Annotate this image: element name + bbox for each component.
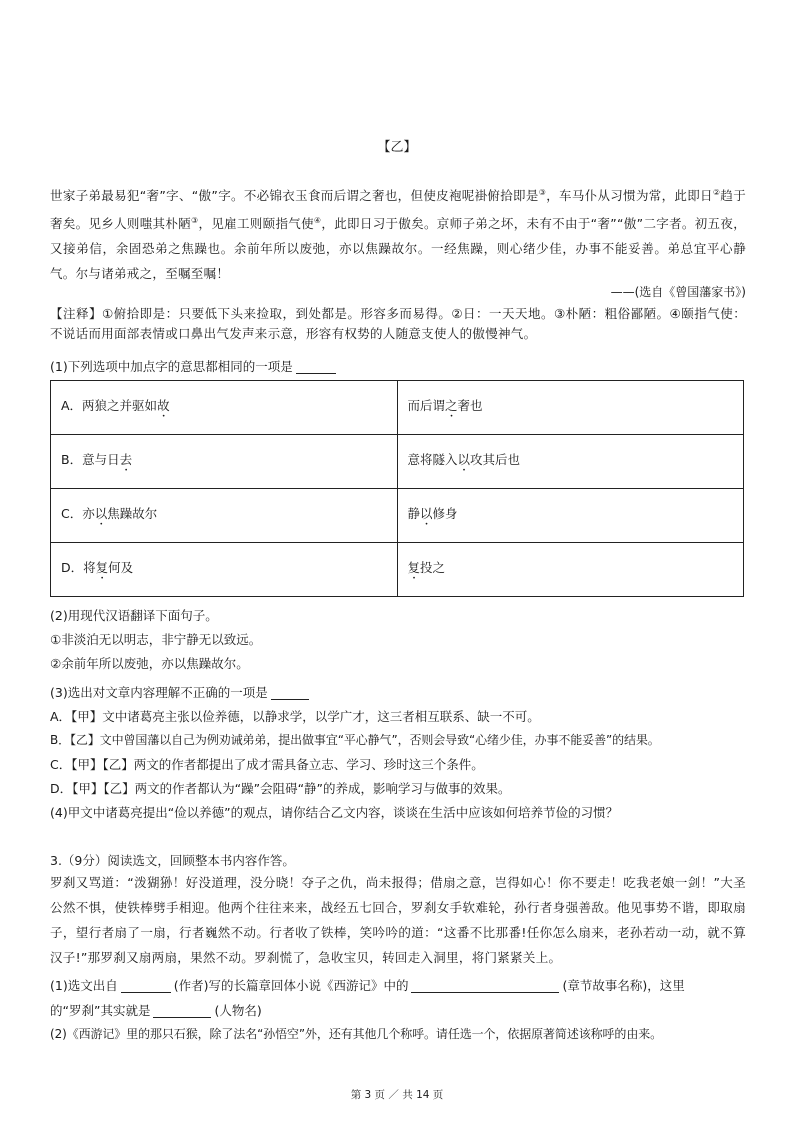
q2-item-1: ①非淡泊无以明志，非宁静无以致远。 — [50, 632, 262, 647]
q3-option-b: B．【乙】文中曾国藩以自己为例劝诫弟弟，提出做事宜“平心静气”，否则会导致“心绪少佳，办事不能妥善”的结果。 — [50, 733, 660, 747]
passage-source: ——(选自《曾国藩家书》) — [610, 285, 746, 299]
q3-option-c: C．【甲】【乙】两文的作者都提出了成才需具备立志、学习、珍时这三个条件。 — [50, 757, 484, 772]
option-b-left: B．意与日去 — [51, 435, 398, 489]
q1-answer-blank[interactable] — [296, 359, 336, 374]
q1-prompt: (1)下列选项中加点字的意思都相同的一项是 — [50, 357, 746, 375]
option-a-right: 而后谓之奢也 — [397, 381, 744, 435]
option-d-left: D．将复何及 — [51, 543, 398, 597]
section-heading: 【乙】 — [377, 140, 417, 155]
q3-answer-blank[interactable] — [271, 685, 309, 700]
q3-option-d: D．【甲】【乙】两文的作者都认为“躁”会阻碍“静”的养成，影响学习与做事的效果。 — [50, 781, 511, 796]
option-b-right: 意将隧入以攻其后也 — [397, 435, 744, 489]
table-row — [51, 435, 744, 489]
option-a-left: A．两狼之并驱如故 — [51, 381, 398, 435]
q2-item-2: ②余前年所以废弛，亦以焦躁故尔。 — [50, 656, 249, 671]
option-c-left: C．亦以焦躁故尔 — [51, 489, 398, 543]
q4-prompt: (4)甲文中诸葛亮提出“俭以养德”的观点，请你结合乙文内容，谈谈在生活中应该如何培养节俭的习惯？ — [50, 805, 619, 820]
q2-prompt: (2)用现代汉语翻译下面句子。 — [50, 608, 218, 623]
passage-yi: 世家子弟最易犯“奢”字、“傲”字。不必锦衣玉食而后谓之奢也，但使皮袍呢褂俯拾即是③，车马仆从习惯为常，此即日②趋于奢矣。见乡人则嗤其朴陋③，见雇工则颐指气使④，此即日习于傲矣。京师子弟之坏，未有不由于“奢”“傲”二字者。初五夜，又接弟信，余固恐弟之焦躁也。余前年所以废弛，亦以焦躁故尔。一经焦躁，则心绪少佳，办事不能妥善。弟总宜平心静气。尔与诸弟戒之，至嘱至嘱！ — [50, 188, 746, 282]
table-row — [51, 381, 744, 435]
question-3-passage: 罗刹又骂道：“泼猢狲！好没道理，没分晓！夺子之仇，尚未报得；借扇之意，岂得如心！你不要走！吃我老娘一剑！”大圣公然不惧，使铁棒劈手相迎。他两个往往来来，战经五七回合，罗刹女手软难轮，孙行者身强善敌。他见事势不谐，即取扇子，望行者扇了一扇，行者巍然不动。行者收了铁棒，笑吟吟的道：“这番不比那番!任你怎么扇来，老孙若动一动，就不算汉子!”那罗刹又扇两扇，果然不动。罗刹慌了，急收宝贝，转回走入洞里，将门紧紧关上。 — [50, 875, 746, 965]
option-c-right: 静以修身 — [397, 489, 744, 543]
q3-sub1-line2: 的“罗刹”其实就是 (人物名) — [50, 1003, 262, 1018]
q3-option-a: A．【甲】文中诸葛亮主张以俭养德，以静求学，以学广才，这三者相互联系、缺一不可。 — [50, 709, 540, 724]
table-row — [51, 489, 744, 543]
character-blank[interactable] — [153, 1003, 211, 1018]
page-footer: 第 3 页 ／ 共 14 页 — [350, 1089, 444, 1101]
notes: 【注释】①俯拾即是：只要低下头来捡取，到处都是。形容多而易得。②日：一天天地。③朴陋：粗俗鄙陋。④颐指气使：不说话而用面部表情或口鼻出气发声来示意，形容有权势的人随意支使人的傲慢神气。 — [50, 306, 746, 341]
q3-prompt: (3)选出对文章内容理解不正确的一项是 — [50, 683, 746, 701]
q1-options-table — [50, 380, 744, 597]
table-row — [51, 543, 744, 597]
q3-sub1-line1: (1)选文出自 (作者)写的长篇章回体小说《西游记》中的 (章节故事名称)，这里 — [50, 978, 685, 993]
option-d-right: 复投之 — [397, 543, 744, 597]
q3-sub2: (2)《西游记》里的那只石猴，除了法名“孙悟空”外，还有其他几个称呼。请任选一个，依据原著简述该称呼的由来。 — [50, 1027, 663, 1041]
chapter-blank[interactable] — [411, 978, 559, 993]
question-3-header: 3.（9分）阅读选文，回顾整本书内容作答。 — [50, 853, 295, 868]
author-blank[interactable] — [121, 978, 171, 993]
